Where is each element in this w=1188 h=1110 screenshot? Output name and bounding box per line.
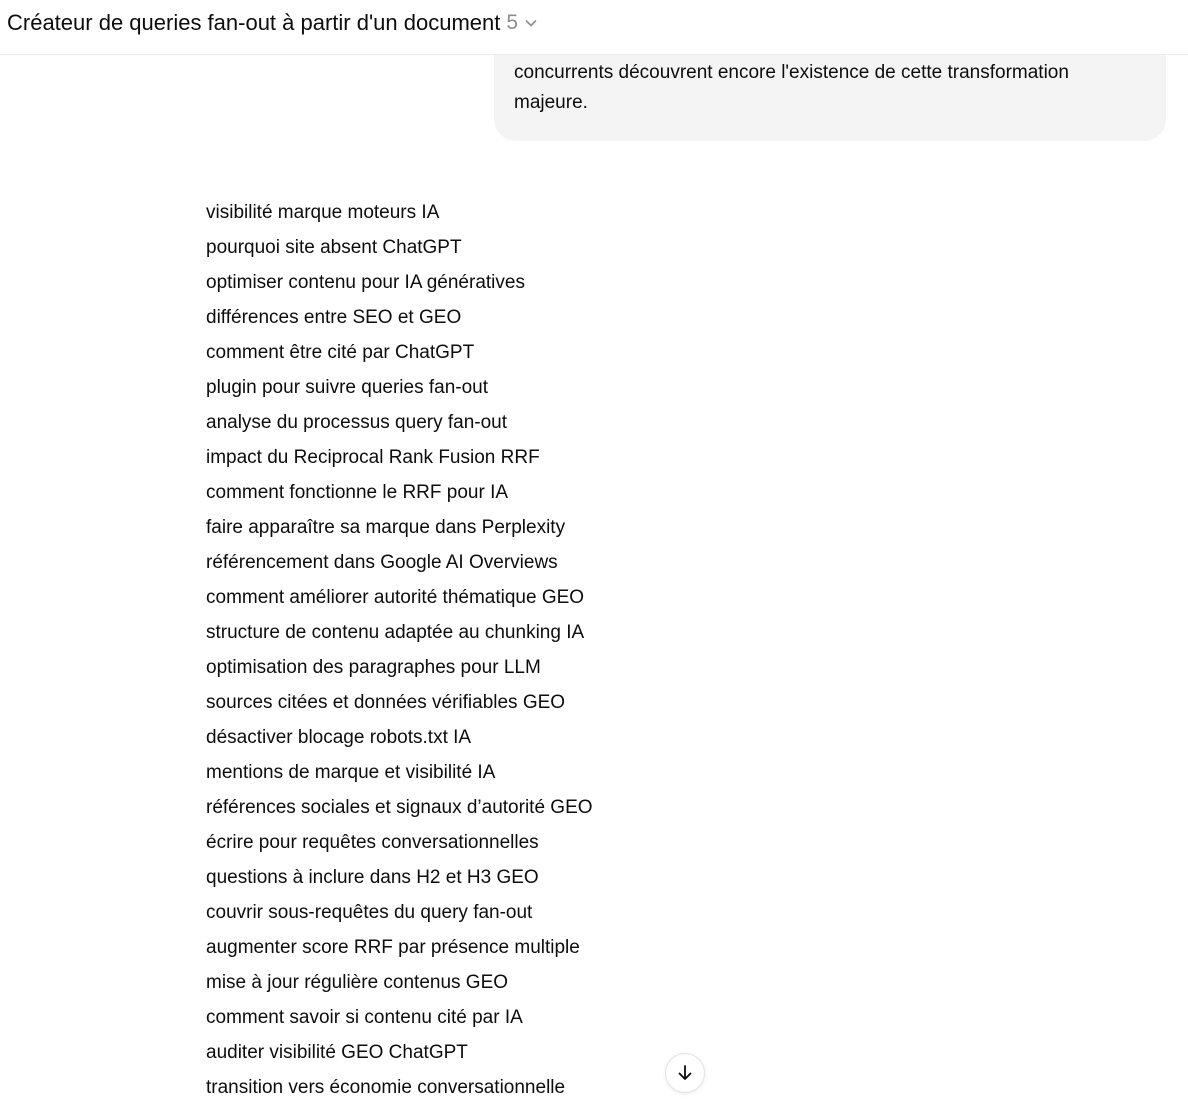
user-message-line: majeure. — [514, 92, 588, 113]
query-item: faire apparaître sa marque dans Perplexity — [206, 517, 566, 538]
query-item: plugin pour suivre queries fan-out — [206, 377, 489, 398]
version-number: 5 — [506, 11, 519, 34]
query-item: pourquoi site absent ChatGPT — [206, 237, 462, 258]
query-item: désactiver blocage robots.txt IA — [206, 727, 472, 748]
query-item: sources citées et données vérifiables GEO — [206, 692, 566, 713]
query-item: impact du Reciprocal Rank Fusion RRF — [206, 447, 540, 468]
query-item: différences entre SEO et GEO — [206, 307, 462, 328]
query-item: mise à jour régulière contenus GEO — [206, 972, 509, 993]
arrow-down-icon — [675, 1063, 695, 1083]
query-item: transition vers économie conversationnelle — [206, 1077, 566, 1098]
query-item: augmenter score RRF par présence multiple — [206, 937, 580, 958]
query-item: références sociales et signaux d’autorité GEO — [206, 797, 593, 818]
query-item: comment être cité par ChatGPT — [206, 342, 475, 363]
model-title-dropdown[interactable] — [7, 10, 538, 36]
query-item: comment fonctionne le RRF pour IA — [206, 482, 509, 503]
query-item: couvrir sous-requêtes du query fan-out — [206, 902, 533, 923]
query-item: comment améliorer autorité thématique GEO — [206, 587, 585, 608]
conversation-header — [0, 0, 1188, 55]
scroll-to-bottom-button[interactable] — [665, 1053, 705, 1093]
query-item: structure de contenu adaptée au chunking IA — [206, 622, 585, 643]
query-item: analyse du processus query fan-out — [206, 412, 508, 433]
query-item: mentions de marque et visibilité IA — [206, 762, 496, 783]
query-item: optimiser contenu pour IA génératives — [206, 272, 525, 293]
user-message-line: concurrents découvrent encore l'existence de cette transformation — [514, 62, 1069, 83]
query-item: comment savoir si contenu cité par IA — [206, 1007, 523, 1028]
assistant-response-query-list — [206, 195, 766, 1105]
query-item: visibilité marque moteurs IA — [206, 202, 440, 223]
query-item: questions à inclure dans H2 et H3 GEO — [206, 867, 539, 888]
page-title: Créateur de queries fan-out à partir d'un document — [7, 10, 501, 35]
query-item: référencement dans Google AI Overviews — [206, 552, 558, 573]
chevron-down-icon — [524, 16, 538, 30]
query-item: auditer visibilité GEO ChatGPT — [206, 1042, 468, 1063]
query-item: optimisation des paragraphes pour LLM — [206, 657, 541, 678]
query-item: écrire pour requêtes conversationnelles — [206, 832, 539, 853]
